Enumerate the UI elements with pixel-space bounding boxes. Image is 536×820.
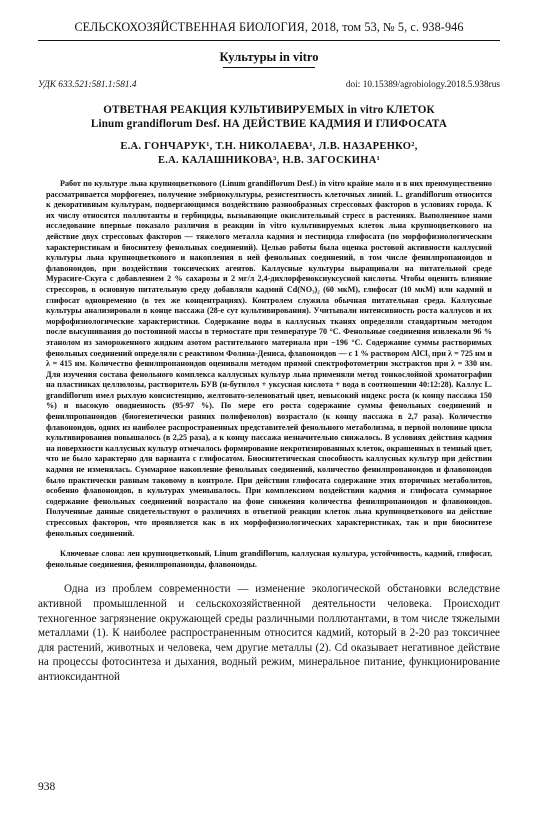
abstract: Работ по культуре льна крупноцветкового (Linum grandiflorum Desf.) in vitro крайне мало и в них преимущественно рассматривается морфогенез, получение эмбриокультуры, резистентность клеточных линий. L. grandiflorum относится к декоративным культурам, подвергающимся воздействию разнообразных стрессовых факторов в условиях города. К их числу относятся поллютанты и гербициды, вызывающие окислительный стресс в растениях. Выполненное нами исследование впервые показало различия в реакции in vitro культивируемых клеток льна крупноцветкового на действие двух стрессовых факторов — тяжелого металла кадмия и пестицида глифосата (по морфофизиологическим характеристикам и биосинтезу фенольных соединений). Целью работы была оценка ростовой активности каллусной культуры льна крупноцветкового и накопления в ней фенольных соединений, в том числе фенилпропаноидов и флавоноидов, при воздействии токсических агентов. Каллусные культуры выращивали на питательной среде Мурасиге-Скуга с добавлением 2 % сахарозы и 2 мг/л 2,4-дихлорфеноксиуксусной кислоты. Чтобы оценить влияние стрессоров, в основную питательную среду добавляли кадмий Cd(NO₃)₂ (60 мкМ), глифосат (10 мкМ) или кадмий и глифосат одновременно (в тех же концентрациях). Контролем служила обычная питательная среда. Каллусные культуры анализировали в конце пассажа (28-е сут культивирования). Учитывали интенсивность роста каллусов и их морфофизиологические характеристики. Содержание воды в каллусных тканях определяли стандартным методом после высушивания до постоянной массы в термостате при температуре 70 °С. Фенольные соединения извлекали 96 % этанолом из замороженного жидким азотом растительного материала при −196 °С. Содержание суммы растворимых фенольных соединений определяли с реактивом Фолина-Дениса, флавоноидов — с 1 % раствором AlCl₃ при λ = 725 нм и λ = 415 нм. Количество фенилпропаноидов оценивали методом прямой спектрофотометрии экстрактов при λ = 330 нм. Для изучения состава фенольного комплекса каллусных культур льна применяли метод тонкослойной хроматографии на пластинках целлюлозы, растворитель БУВ (н-бутилол + уксусная кислота + вода в соотношении 40:12:28). Каллус L. grandiflorum имел рыхлую консистенцию, желтовато-зеленоватый цвет, невысокий индекс роста (к концу пассажа 150 %) и высокую оводненность (95-97 %). По мере его роста содержание суммы фенольных соединений и фенилпропаноидов (биогенетически ранних полифенолов) возрастало (к концу пассажа в 2,7 раза). Количество флавоноидов, одних из наиболее распространенных представителей фенольного метаболизма, в первой половине цикла культивирования повышалось (в 2,25 раза), а к концу пассажа незначительно снижалось. В условиях действия кадмия на поверхности каллусных культур отмечалось формирование некротизированных клеток, окрашенных в темный цвет, что не было характерно для варианта с глифосатом. Биосинтетическая способность каллусных культур при действии кадмия не изменялась. Суммарное накопление фенольных соединений, количество фенилпропаноидов и флавоноидов было практически равным таковому в контроле. При действии глифосата содержание этих вторичных метаболитов, особенно флавоноидов, в культурах уменьшалось. При комплексном воздействии кадмия и глифосата суммарное содержание фенольных соединений возрастало на фоне снижения количества фенилпропаноидов и флавоноидов. Полученные данные свидетельствуют о различиях в ответной реакции клеток льна крупноцветкового на действие стрессовых факторов, что проявляется как в их морфофизиологических характеристиках, так и при биосинтезе фенольных соединений. — [46, 179, 492, 538]
journal-header: СЕЛЬСКОХОЗЯЙСТВЕННАЯ БИОЛОГИЯ, 2018, том 53, № 5, с. 938-946 — [38, 20, 500, 41]
section-title: Культуры in vitro — [219, 50, 319, 64]
authors-line-1: Е.А. ГОНЧАРУК¹, Т.Н. НИКОЛАЕВА¹, Л.В. НАЗАРЕНКО², — [120, 141, 418, 152]
udc-code: УДК 633.521:581.1:581.4 — [38, 80, 137, 90]
keywords: Ключевые слова: лен крупноцветковый, Linum grandiflorum, каллусная культура, устойчивость, кадмий, глифосат, фенольные соединения, фенилпропаноиды, флавоноиды. — [46, 549, 492, 569]
body-paragraph: Одна из проблем современности — изменение экологической обстановки вследствие активной промышленной и сельскохозяйственной деятельности человека. Происходит техногенное загрязнение окружающей среды различными поллютантами, в том числе тяжелыми металлами (1). К наиболее распространенным относится кадмий, который в 2-20 раз токсичнее для растений, животных и человека, чем другие металлы (2). Cd оказывает негативное действие на процессы фотосинтеза и дыхания, водный режим, минеральное питание, функционирование антиоксидантной — [38, 583, 500, 683]
paper-page — [38, 20, 500, 696]
article-identifiers — [38, 80, 500, 90]
page-number: 938 — [38, 781, 56, 793]
article-title — [38, 103, 500, 131]
authors-line-2: Е.А. КАЛАШНИКОВА³, Н.В. ЗАГОСКИНА¹ — [157, 154, 381, 166]
doi-link[interactable]: doi: 10.15389/agrobiology.2018.5.938rus — [345, 80, 500, 90]
article-title-line-1: ОТВЕТНАЯ РЕАКЦИЯ КУЛЬТИВИРУЕМЫХ in vitro КЛЕТОК — [103, 104, 435, 116]
author-list — [38, 140, 500, 167]
article-title-line-2: Linum grandiflorum Desf. НА ДЕЙСТВИЕ КАДМИЯ И ГЛИФОСАТА — [90, 118, 448, 130]
section-title-underline — [223, 67, 315, 68]
